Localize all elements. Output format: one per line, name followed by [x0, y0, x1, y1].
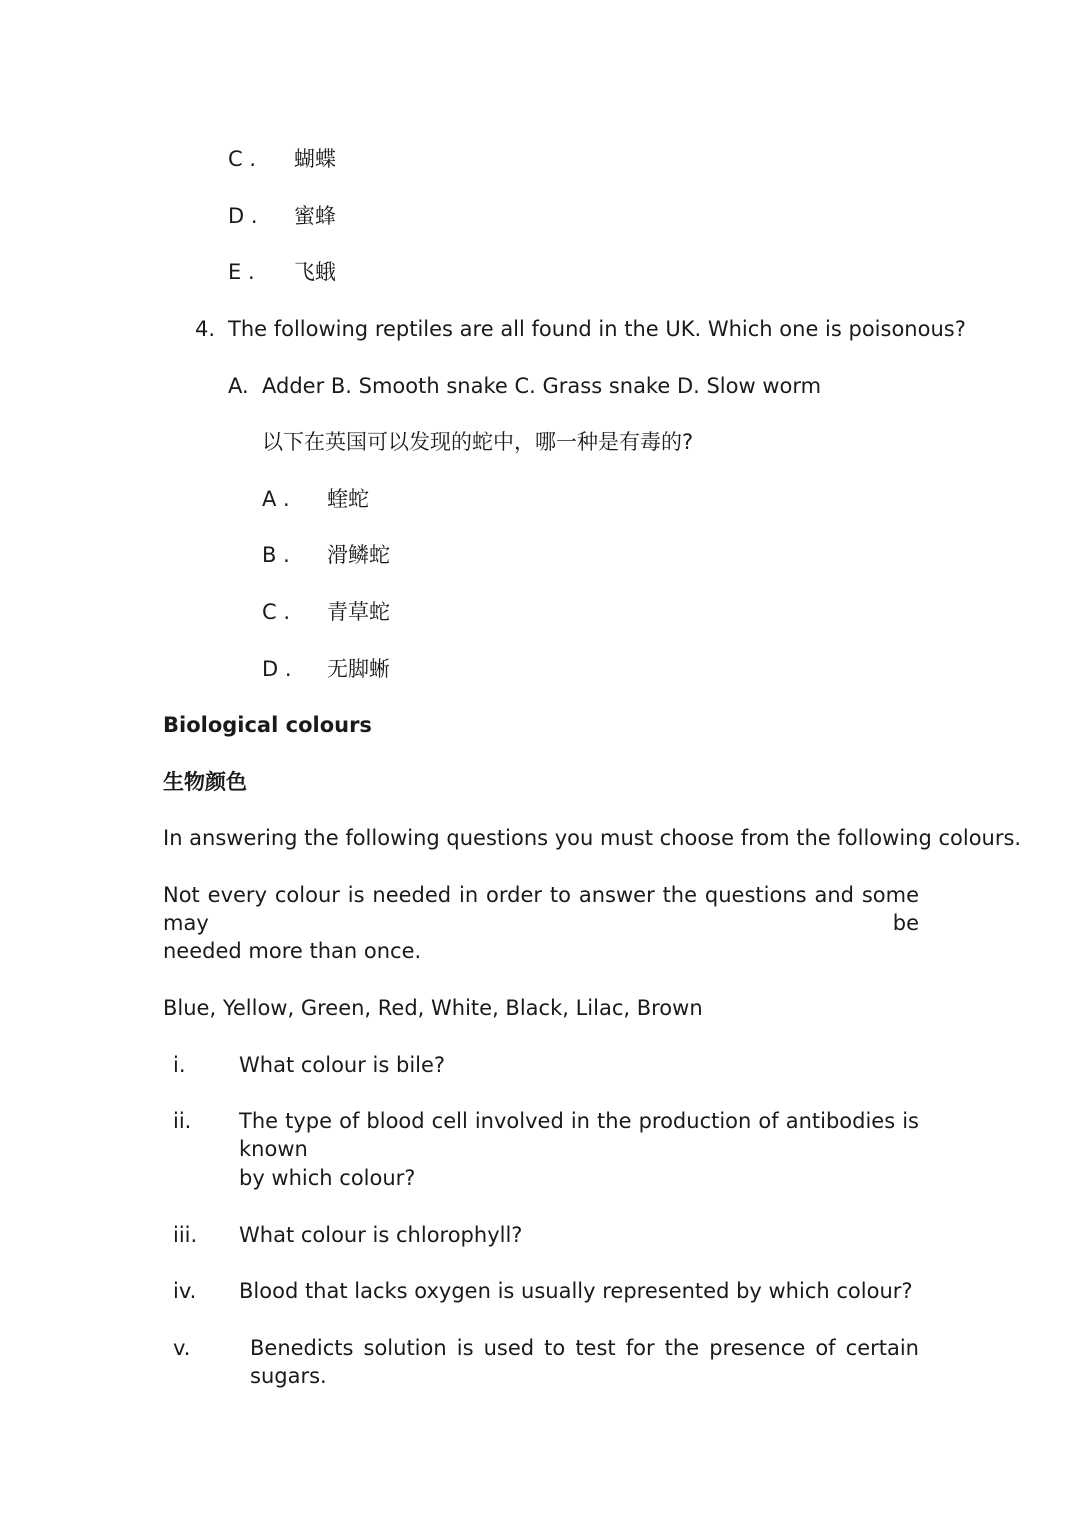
question-number: 4. [195, 317, 216, 341]
options-english: Adder B. Smooth snake C. Grass snake D. Slow worm [262, 374, 822, 398]
question-numeral: v. [173, 1336, 191, 1360]
section-title: Biological colours [163, 713, 372, 737]
question-text: What colour is bile? [239, 1053, 446, 1077]
question-text: Blood that lacks oxygen is usually represented by which colour? [239, 1279, 913, 1303]
question-text: Benedicts solution is used to test for the presence of certain sugars. [250, 1336, 919, 1388]
option-text: 蝴蝶 [294, 147, 336, 171]
colour-list: Blue, Yellow, Green, Red, White, Black, Lilac, Brown [163, 996, 703, 1020]
question-numeral: ii. [173, 1109, 192, 1133]
question-text-continued: by which colour? [239, 1166, 416, 1190]
intro-text: Not every colour is needed in order to answer the questions and some may be [163, 883, 919, 935]
option-letter: C . [228, 147, 257, 171]
question-numeral: i. [173, 1053, 186, 1077]
option-text: 蜜蜂 [294, 204, 336, 228]
question-text-chinese: 以下在英国可以发现的蛇中，哪一种是有毒的? [262, 430, 694, 454]
question-text: What colour is chlorophyll? [239, 1223, 523, 1247]
option-letter: D . [262, 657, 292, 681]
option-text: 飞蛾 [294, 260, 336, 284]
option-letter: B . [262, 543, 290, 567]
option-letter: C . [262, 600, 291, 624]
option-text: 无脚蜥 [327, 657, 390, 681]
option-letter: D . [228, 204, 258, 228]
intro-text: needed more than once. [163, 939, 422, 963]
option-text: 蝰蛇 [327, 487, 369, 511]
question-numeral: iv. [173, 1279, 197, 1303]
question-text: The following reptiles are all found in the UK. Which one is poisonous? [228, 317, 966, 341]
option-letter: E . [228, 260, 255, 284]
question-text: The type of blood cell involved in the production of antibodies is known [239, 1109, 919, 1161]
question-numeral: iii. [173, 1223, 198, 1247]
intro-text: In answering the following questions you must choose from the following colours. [163, 826, 1022, 850]
option-text: 青草蛇 [327, 600, 390, 624]
option-text: 滑鳞蛇 [327, 543, 390, 567]
section-title-chinese: 生物颜色 [163, 770, 247, 794]
options-marker: A. [228, 374, 249, 398]
option-letter: A . [262, 487, 290, 511]
